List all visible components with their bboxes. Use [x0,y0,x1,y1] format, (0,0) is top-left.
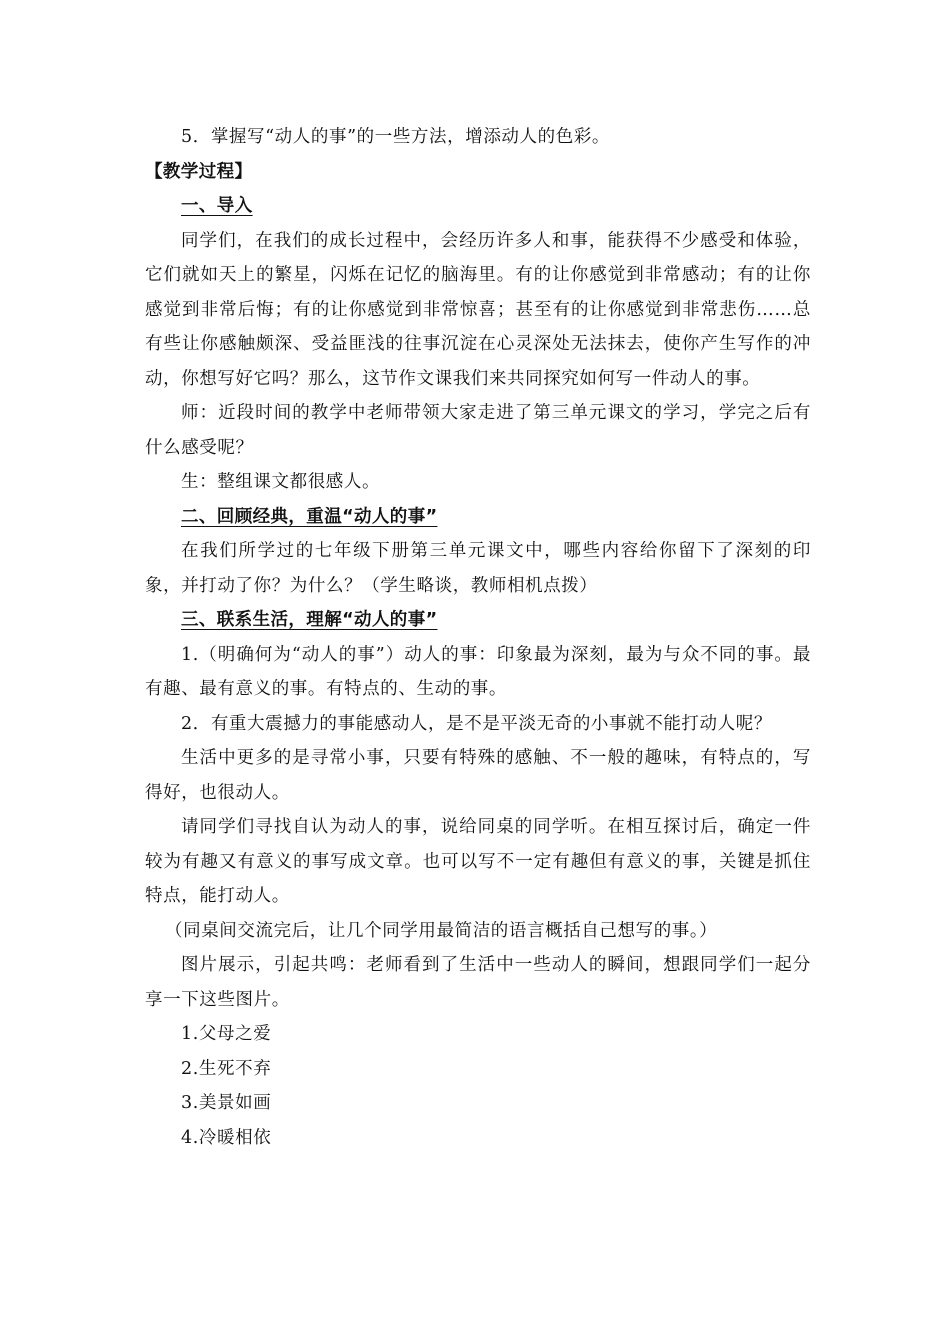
section-heading-intro: 一、导入 [181,196,253,216]
list-item: 2.生死不弃 [181,1058,272,1079]
life-paragraph-note: （同桌间交流完后，让几个同学用最简洁的语言概括自己想写的事。） [165,920,718,941]
list-item: 4.冷暖相依 [181,1127,272,1148]
life-point-2: 2．有重大震撼力的事能感动人，是不是平淡无奇的小事就不能打动人呢？ [181,713,772,734]
list-item: 1.父母之爱 [181,1024,272,1044]
life-paragraph-discuss: 请同学们寻找自认为动人的事，说给同桌的同学听。在相互探讨后，确定一件较为有趣又有意义的事写成文章。也可以写不一定有趣但有意义的事，关键是抓住特点，能打动人。 [145,817,811,906]
list-item: 3.美景如画 [181,1093,272,1113]
student-answer: 生：整组课文都很感人。 [181,472,381,492]
process-heading: 【教学过程】 [145,161,253,182]
review-paragraph: 在我们所学过的七年级下册第三单元课文中，哪些内容给你留下了深刻的印象，并打动了你？为什么？（学生略谈，教师相机点拨） [145,541,811,596]
life-paragraph-ordinary: 生活中更多的是寻常小事，只要有特殊的感触、不一般的趣味，有特点的，写得好，也很动人。 [145,748,811,803]
document-body [145,120,811,1155]
life-paragraph-pictures: 图片展示，引起共鸣：老师看到了生活中一些动人的瞬间，想跟同学们一起分享一下这些图片。 [145,955,811,1010]
teacher-question: 师：近段时间的教学中老师带领大家走进了第三单元课文的学习，学完之后有什么感受呢？ [145,403,811,458]
intro-paragraph: 同学们，在我们的成长过程中，会经历许多人和事，能获得不少感受和体验，它们就如天上的繁星，闪烁在记忆的脑海里。有的让你感觉到非常感动；有的让你感觉到非常后悔；有的让你感觉到非常惊喜；甚至有的让你感觉到非常悲伤……总有些让你感触颇深、受益匪浅的往事沉淀在心灵深处无法抹去，使你产生写作的冲动，你想写好它吗？那么，这节作文课我们来共同探究如何写一件动人的事。 [145,230,811,389]
section-heading-review: 二、回顾经典，重温“动人的事” [181,506,438,527]
life-point-1: 1.（明确何为“动人的事”）动人的事：印象最为深刻，最为与众不同的事。最有趣、最有意义的事。有特点的、生动的事。 [145,644,811,699]
section-heading-life: 三、联系生活，理解“动人的事” [181,610,438,630]
goal-item-5: 5．掌握写“动人的事”的一些方法，增添动人的色彩。 [181,127,611,147]
